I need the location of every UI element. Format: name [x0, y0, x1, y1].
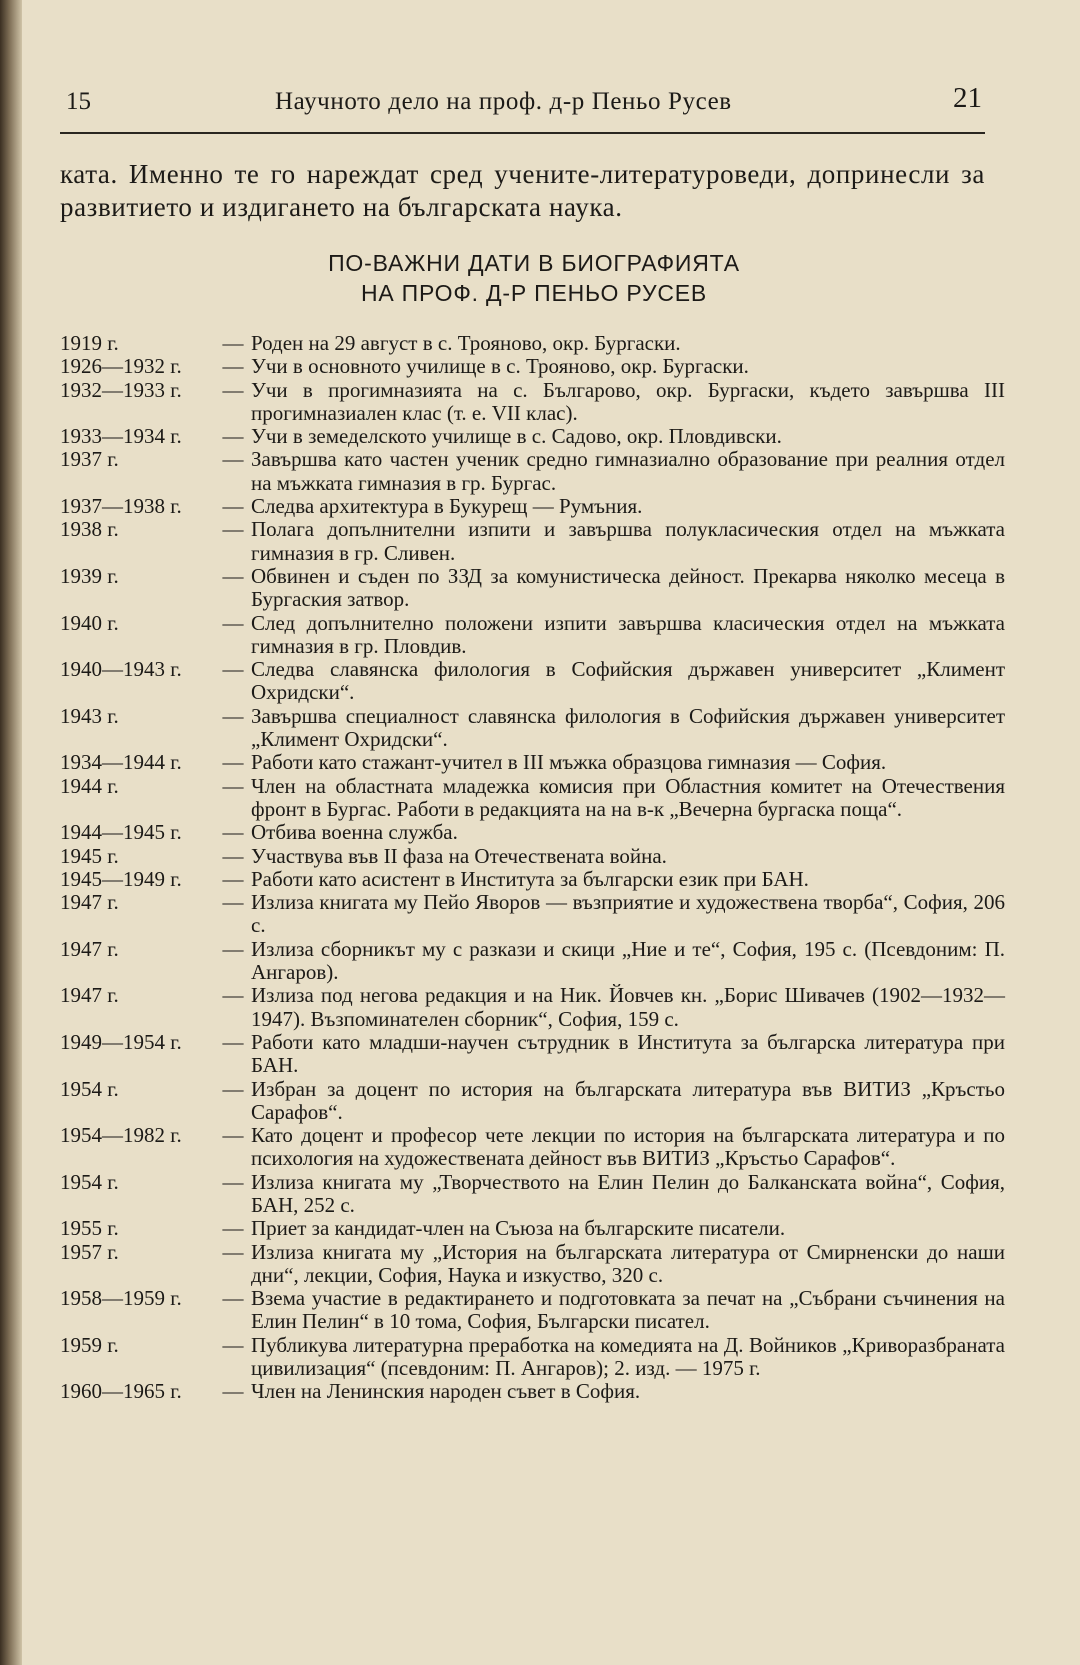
entry-dash: —	[222, 1216, 244, 1241]
chronology-entry	[60, 332, 1005, 355]
intro-paragraph: ката. Именно те го нареждат сред учените-литературоведи, допринесли за развитието и издигането на българската наука.	[60, 159, 985, 222]
entry-text: Завършва като частен ученик средно гимназиално образование при реалния отдел на мъжката гимназия в гр. Бургас.	[251, 447, 1005, 495]
entry-dash: —	[222, 1076, 244, 1101]
entry-text: Приет за кандидат-член на Съюза на българските писатели.	[251, 1216, 786, 1241]
entry-dash: —	[222, 773, 244, 798]
entry-date: 1937—1938 г.	[60, 494, 182, 519]
chronology-entry	[60, 1241, 1005, 1288]
entry-text: Завършва специалност славянска филология в Софийския държавен университет „Климент Охридски“.	[251, 703, 1005, 752]
entry-date: 1954 г.	[60, 1169, 119, 1194]
entry-text: Член на Ленинския народен съвет в София.	[251, 1379, 641, 1404]
entry-dash: —	[222, 517, 244, 542]
entry-dash: —	[222, 703, 244, 728]
entry-date: 1937 г.	[60, 447, 119, 472]
entry-text: Публикува литературна преработка на комедията на Д. Войников „Криворазбраната цивилизация“ (псевдоним: П. Ангаров); 2. изд. — 1975 г.	[251, 1332, 1005, 1381]
header-rule	[60, 132, 985, 134]
entry-date: 1954—1982 г.	[60, 1123, 182, 1148]
entry-text: Излиза книгата му Пейо Яворов — възприятие и художествена творба“, София, 206 с.	[251, 890, 1005, 938]
entry-date: 1934—1944 г.	[60, 750, 182, 775]
section-heading	[60, 248, 1000, 308]
page-number: 21	[953, 82, 982, 114]
entry-date: 1949—1954 г.	[60, 1029, 182, 1054]
entry-text: Отбива военна служба.	[251, 820, 458, 845]
entry-date: 1944—1945 г.	[60, 820, 182, 845]
entry-date: 1945—1949 г.	[60, 866, 182, 891]
entry-dash: —	[222, 890, 244, 915]
chronology-entry	[60, 868, 1005, 891]
chronology-entry	[60, 845, 1005, 868]
heading-line-1: ПО-ВАЖНИ ДАТИ В БИОГРАФИЯТА	[328, 250, 740, 276]
entry-text: Следва славянска филология в Софийския държавен университет „Климент Охридски“.	[251, 657, 1005, 705]
entry-text: Учи в основното училище в с. Трояново, окр. Бургаски.	[251, 354, 749, 379]
entry-date: 1919 г.	[60, 331, 119, 355]
entry-dash: —	[222, 1123, 244, 1148]
entry-date: 1957 г.	[60, 1239, 119, 1264]
chronology-entry	[60, 705, 1005, 752]
entry-date: 1933—1934 г.	[60, 424, 182, 449]
entry-dash: —	[222, 657, 244, 682]
entry-date: 1938 г.	[60, 517, 119, 542]
header-left-number: 15	[66, 88, 91, 115]
heading-line-2: НА ПРОФ. Д-Р ПЕНЬО РУСЕВ	[360, 280, 708, 306]
entry-dash: —	[222, 447, 244, 472]
entry-dash: —	[222, 1332, 244, 1357]
entry-dash: —	[222, 750, 244, 775]
chronology-entry	[60, 565, 1005, 612]
chronology-entry	[60, 612, 1005, 659]
entry-text: Работи като стажант-учител в III мъжка образцова гимназия — София.	[251, 750, 887, 775]
entry-dash: —	[222, 1379, 244, 1404]
chronology-entry	[60, 751, 1005, 774]
entry-text: Обвинен и съден по ЗЗД за комунистическа дейност. Прекарва няколко месеца в Бургаския затвор.	[251, 563, 1005, 612]
book-page	[60, 0, 1005, 1665]
chronology-entry	[60, 984, 1005, 1031]
chronology-entry	[60, 379, 1005, 426]
entry-date: 1945 г.	[60, 843, 119, 868]
entry-date: 1947 г.	[60, 890, 119, 915]
entry-date: 1940—1943 г.	[60, 657, 182, 682]
entry-dash: —	[222, 424, 244, 449]
entry-dash: —	[222, 563, 244, 588]
entry-dash: —	[222, 610, 244, 635]
entry-text: След допълнително положени изпити завършва класическия отдел на мъжката гимназия в гр. Пловдив.	[251, 610, 1005, 658]
entry-dash: —	[222, 354, 244, 379]
chronology-entry	[60, 495, 1005, 518]
chronology-entry	[60, 1287, 1005, 1334]
entry-date: 1955 г.	[60, 1216, 119, 1241]
entry-date: 1926—1932 г.	[60, 354, 182, 379]
entry-text: Учи в земеделското училище в с. Садово, окр. Пловдивски.	[251, 424, 782, 449]
entry-text: Работи като младши-научен сътрудник в Института за българска литература при БАН.	[251, 1029, 1005, 1078]
entry-dash: —	[222, 1239, 244, 1264]
entry-text: Член на областната младежка комисия при Областния комитет на Отечествения фронт в Бургас. Работи в редакцията на на в-к „Вечерна бургаска поща“.	[251, 773, 1005, 821]
entry-date: 1940 г.	[60, 610, 119, 635]
chronology-entry	[60, 821, 1005, 844]
chronology-entry	[60, 518, 1005, 565]
entry-dash: —	[222, 983, 244, 1008]
entry-dash: —	[222, 377, 244, 402]
entry-dash: —	[222, 494, 244, 519]
chronology-entry	[60, 938, 1005, 985]
entry-text: Роден на 29 август в с. Трояново, окр. Бургаски.	[251, 331, 681, 355]
chronology-entry	[60, 775, 1005, 822]
chronology-entry	[60, 1380, 1005, 1403]
entry-text: Полага допълнителни изпити и завършва полукласическия отдел на мъжката гимназия в гр. Сливен.	[251, 517, 1005, 565]
chronology-entry	[60, 1334, 1005, 1381]
entry-date: 1947 г.	[60, 936, 119, 961]
entry-text: Работи като асистент в Института за български език при БАН.	[251, 866, 809, 891]
entry-dash: —	[222, 1286, 244, 1311]
entry-text: Взема участие в редактирането и подготовката за печат на „Събрани съчинения на Елин Пелин“ в 10 тома, София, Български писател.	[251, 1286, 1005, 1334]
chronology-entry	[60, 425, 1005, 448]
entry-text: Избран за доцент по история на българската литература във ВИТИЗ „Кръстьо Сарафов“.	[251, 1076, 1005, 1124]
entry-text: Излиза под негова редакция и на Ник. Йовчев кн. „Борис Шивачев (1902—1932—1947). Възпоминателен сборник“, София, 159 с.	[251, 983, 1005, 1031]
entry-date: 1954 г.	[60, 1076, 119, 1101]
chronology-entry	[60, 355, 1005, 378]
entry-text: Излиза книгата му „Творчеството на Елин Пелин до Балканската война“, София, БАН, 252 с.	[251, 1169, 1005, 1217]
entry-dash: —	[222, 936, 244, 961]
chronology-entry	[60, 448, 1005, 495]
entry-dash: —	[222, 866, 244, 891]
entry-text: Участвува във II фаза на Отечествената война.	[251, 843, 667, 868]
chronology-entry	[60, 1171, 1005, 1218]
entry-dash: —	[222, 843, 244, 868]
entry-date: 1960—1965 г.	[60, 1379, 182, 1404]
entry-text: Излиза книгата му „История на българската литература от Смирненски до наши дни“, лекции, София, Наука и изкуство, 320 с.	[251, 1239, 1005, 1287]
entry-date: 1947 г.	[60, 983, 119, 1008]
entry-text: Излиза сборникът му с разкази и скици „Ние и те“, София, 195 с. (Псевдоним: П. Ангаров).	[251, 936, 1005, 985]
entry-date: 1943 г.	[60, 703, 119, 728]
chronology-entry	[60, 1124, 1005, 1171]
entry-date: 1932—1933 г.	[60, 377, 182, 402]
chronology-entry	[60, 658, 1005, 705]
entry-date: 1944 г.	[60, 773, 119, 798]
chronology-list	[60, 332, 1005, 1404]
entry-dash: —	[222, 331, 244, 355]
entry-date: 1959 г.	[60, 1332, 119, 1357]
chronology-entry	[60, 891, 1005, 938]
book-spine-shadow	[0, 0, 22, 1665]
entry-dash: —	[222, 1029, 244, 1054]
chronology-entry	[60, 1078, 1005, 1125]
entry-date: 1958—1959 г.	[60, 1286, 182, 1311]
running-header	[60, 82, 1000, 122]
header-title: Научното дело на проф. д-р Пеньо Русев	[275, 88, 732, 115]
chronology-entry	[60, 1217, 1005, 1240]
entry-text: Следва архитектура в Букурещ — Румъния.	[251, 494, 643, 519]
chronology-entry	[60, 1031, 1005, 1078]
entry-date: 1939 г.	[60, 563, 119, 588]
entry-dash: —	[222, 820, 244, 845]
entry-text: Учи в прогимназията на с. Българово, окр. Бургаски, където завършва III прогимназиален клас (т. е. VII клас).	[251, 377, 1005, 425]
entry-dash: —	[222, 1169, 244, 1194]
entry-text: Като доцент и професор чете лекции по история на българската литература и по психология на художествената дейност във ВИТИЗ „Кръстьо Сарафов“.	[251, 1123, 1005, 1171]
